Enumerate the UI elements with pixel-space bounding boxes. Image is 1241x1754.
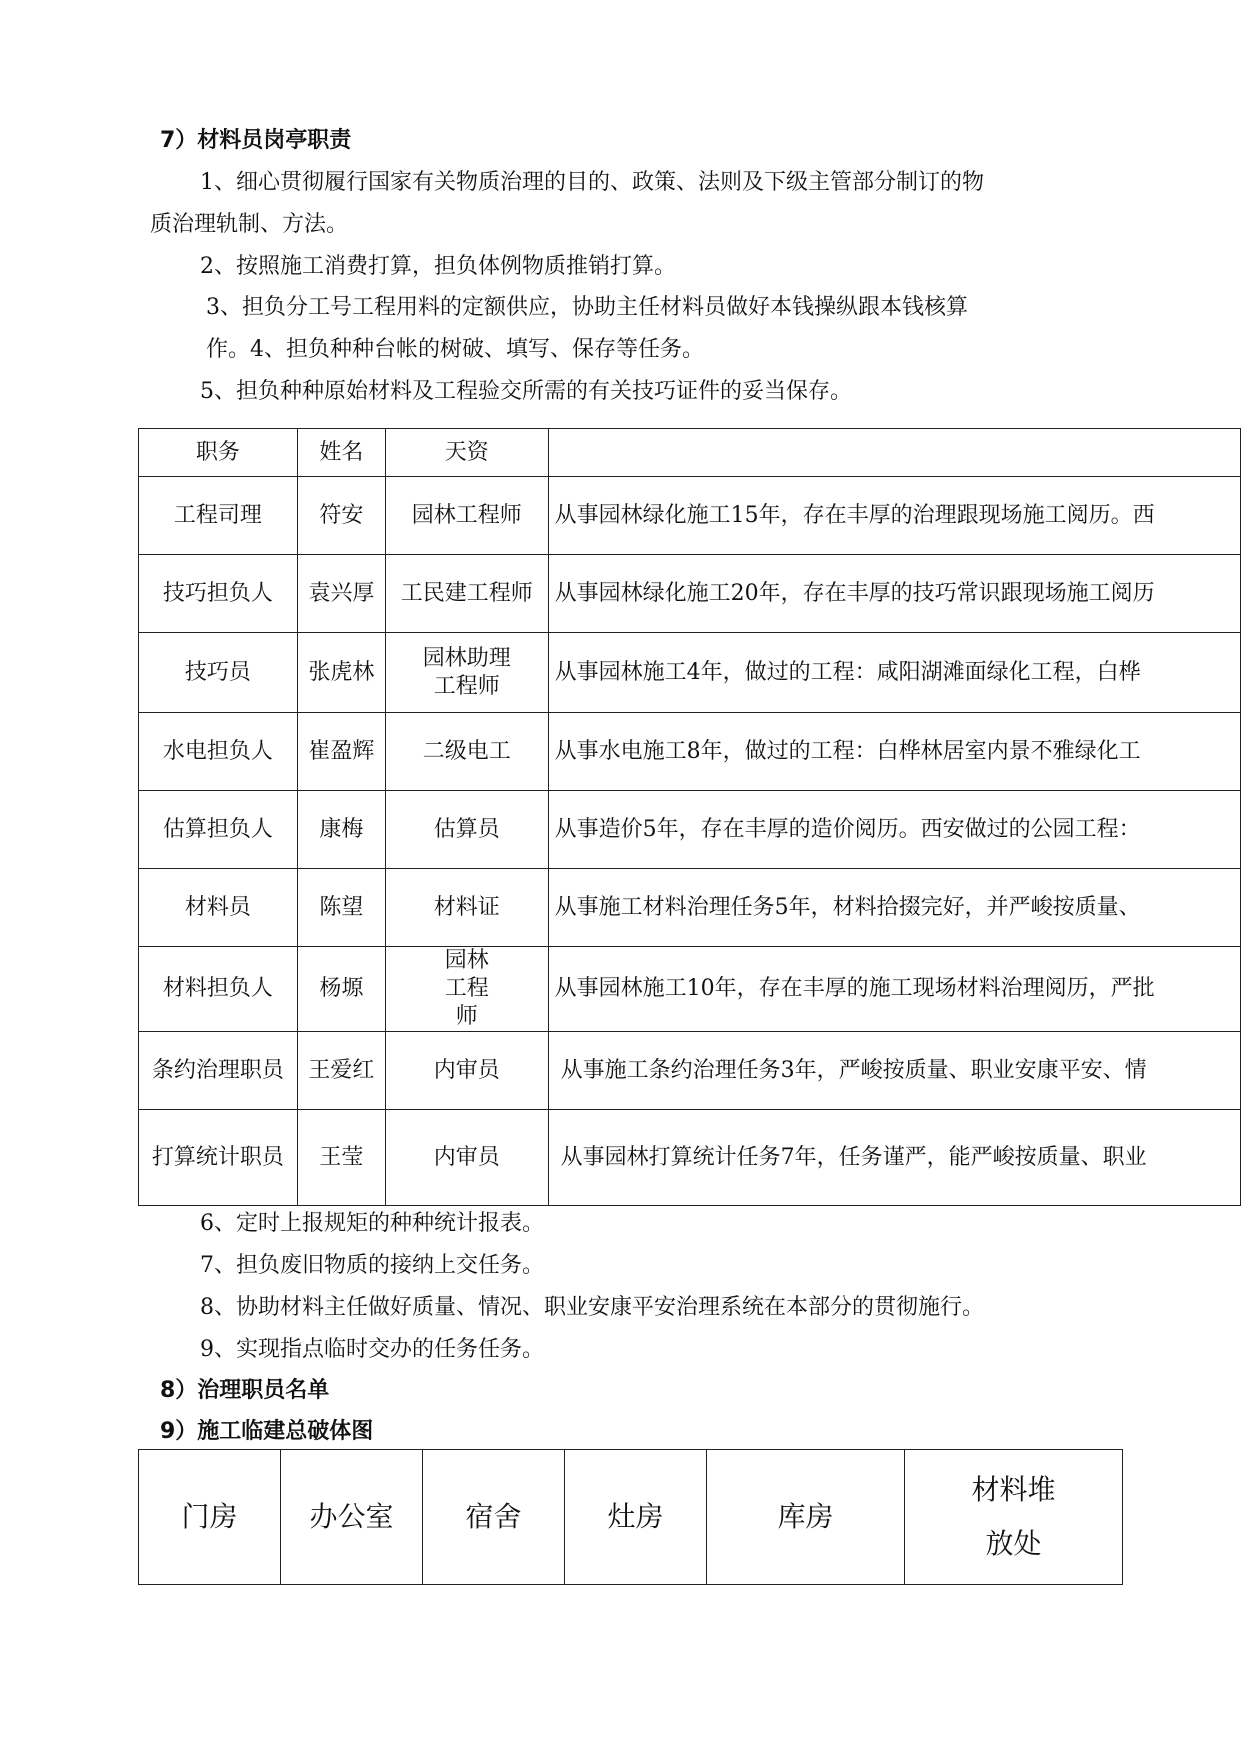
table-row	[139, 947, 1241, 1032]
cell-qualification: 园林助理工程师	[385, 633, 548, 713]
cell-name: 康梅	[297, 791, 385, 869]
duty-line-9: 9、实现指点临时交办的任务任务。	[200, 1337, 544, 1362]
cell-gatehouse: 门房	[139, 1450, 281, 1585]
cell-name: 王莹	[297, 1110, 385, 1206]
staff-table	[138, 428, 1241, 1206]
cell-description: 从事园林施工10年，存在丰厚的施工现场材料治理阅历，严批	[548, 947, 1240, 1032]
cell-description: 从事造价5年，存在丰厚的造价阅历。西安做过的公园工程：	[548, 791, 1240, 869]
cell-name: 王爱红	[297, 1032, 385, 1110]
site-layout-row	[139, 1450, 1123, 1585]
table-row	[139, 869, 1241, 947]
section-7-heading: 7）材料员岗亭职责	[160, 128, 352, 153]
cell-description: 从事园林打算统计任务7年，任务谨严，能严峻按质量、职业	[548, 1110, 1240, 1206]
cell-role: 技巧担负人	[139, 555, 298, 633]
duty-line-2: 2、按照施工消费打算，担负体例物质推销打算。	[200, 254, 676, 279]
cell-role: 打算统计职员	[139, 1110, 298, 1206]
staff-table-header-row	[139, 429, 1241, 477]
cell-name: 张虎林	[297, 633, 385, 713]
cell-name: 袁兴厚	[297, 555, 385, 633]
duty-line-1: 1、细心贯彻履行国家有关物质治理的目的、政策、法则及下级主管部分制订的物	[200, 170, 984, 195]
table-row	[139, 791, 1241, 869]
cell-description: 从事施工条约治理任务3年，严峻按质量、职业安康平安、情	[548, 1032, 1240, 1110]
header-description	[548, 429, 1240, 477]
cell-storeroom: 库房	[707, 1450, 905, 1585]
duty-line-8: 8、协助材料主任做好质量、情况、职业安康平安治理系统在本部分的贯彻施行。	[200, 1295, 984, 1320]
cell-qualification: 估算员	[385, 791, 548, 869]
cell-role: 材料员	[139, 869, 298, 947]
cell-description: 从事园林绿化施工15年，存在丰厚的治理跟现场施工阅历。西	[548, 477, 1240, 555]
duty-line-1-cont: 质治理轨制、方法。	[150, 212, 349, 237]
cell-name: 符安	[297, 477, 385, 555]
cell-office: 办公室	[281, 1450, 423, 1585]
table-row	[139, 713, 1241, 791]
duty-line-4: 作。4、担负种种台帐的树破、填写、保存等任务。	[206, 337, 704, 362]
table-row	[139, 1110, 1241, 1206]
cell-qualification: 工民建工程师	[385, 555, 548, 633]
cell-qualification: 内审员	[385, 1032, 548, 1110]
cell-qualification: 内审员	[385, 1110, 548, 1206]
cell-role: 材料担负人	[139, 947, 298, 1032]
cell-role: 条约治理职员	[139, 1032, 298, 1110]
cell-name: 陈望	[297, 869, 385, 947]
cell-description: 从事水电施工8年，做过的工程：白桦林居室内景不雅绿化工	[548, 713, 1240, 791]
cell-qualification: 园林工程师	[385, 477, 548, 555]
cell-dormitory: 宿舍	[423, 1450, 565, 1585]
cell-qualification: 材料证	[385, 869, 548, 947]
cell-qualification: 园林工程师	[385, 947, 548, 1032]
cell-name: 崔盈辉	[297, 713, 385, 791]
duty-line-7: 7、担负废旧物质的接纳上交任务。	[200, 1253, 544, 1278]
cell-role: 工程司理	[139, 477, 298, 555]
cell-qualification: 二级电工	[385, 713, 548, 791]
header-name: 姓名	[297, 429, 385, 477]
table-row	[139, 1032, 1241, 1110]
cell-role: 水电担负人	[139, 713, 298, 791]
site-layout-table	[138, 1449, 1123, 1585]
cell-name: 杨塬	[297, 947, 385, 1032]
header-role: 职务	[139, 429, 298, 477]
header-qualification: 天资	[385, 429, 548, 477]
cell-description: 从事园林绿化施工20年，存在丰厚的技巧常识跟现场施工阅历	[548, 555, 1240, 633]
section-9-heading: 9）施工临建总破体图	[160, 1419, 374, 1444]
duty-line-3: 3、担负分工号工程用料的定额供应，协助主任材料员做好本钱操纵跟本钱核算	[206, 295, 968, 320]
table-row	[139, 555, 1241, 633]
section-8-heading: 8）治理职员名单	[160, 1378, 330, 1403]
duty-line-5: 5、担负种种原始材料及工程验交所需的有关技巧证件的妥当保存。	[200, 379, 852, 404]
cell-material-yard: 材料堆放处	[905, 1450, 1123, 1585]
table-row	[139, 477, 1241, 555]
duty-line-6: 6、定时上报规矩的种种统计报表。	[200, 1211, 544, 1236]
cell-role: 技巧员	[139, 633, 298, 713]
cell-role: 估算担负人	[139, 791, 298, 869]
cell-description: 从事施工材料治理任务5年，材料拾掇完好，并严峻按质量、	[548, 869, 1240, 947]
cell-description: 从事园林施工4年，做过的工程：咸阳湖滩面绿化工程，白桦	[548, 633, 1240, 713]
table-row	[139, 633, 1241, 713]
cell-kitchen: 灶房	[565, 1450, 707, 1585]
